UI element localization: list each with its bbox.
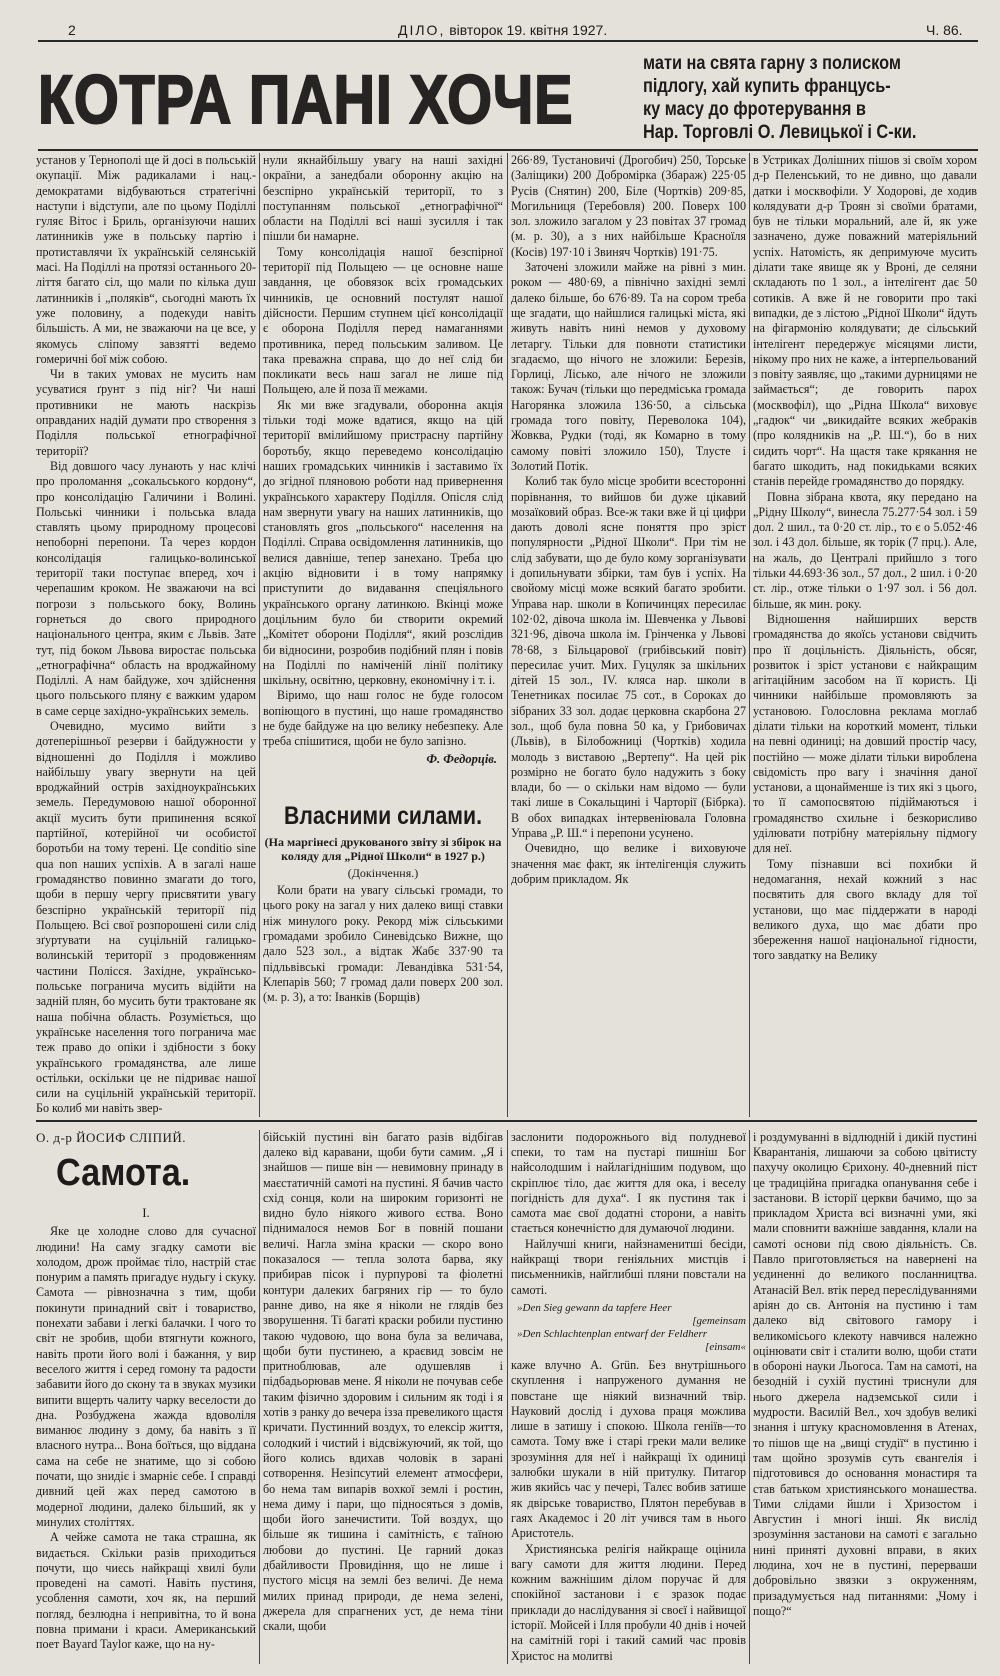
column-divider bbox=[259, 1130, 260, 1664]
column-divider bbox=[749, 153, 750, 1117]
quote-line: [einsam« bbox=[705, 1340, 746, 1353]
paragraph: Тому консолідація нашої безспірної території під Польщею — це основне наше завдання, це обовязок всіх громадських чинників, це основний постулят нашої дійсности. Першим ступнем цієї консолідації є оборона Поділля перед намаганнями противника, перед польським заливом. Це така преважна справа, що до неї слід би покликати весь наш загал не лише під Польщею, але й поза її межами. bbox=[263, 244, 503, 397]
paragraph: Тому пізнавши всі похибки й недомагання, нехай кожний з нас посвятить для свого вкладу для тої установи, що має піддержати в народі великого духа, що має дбати про збереження нашої національної гідности, того завдатку на Велику bbox=[753, 856, 977, 963]
paragraph: Коли брати на увагу сільські громади, то цього року на загал у них далеко вищі ставки ніж минулого року. Рекорд між сільськими громадами зробило Синевідсько Вижне, що дало 523 зол., а відтак Жабє 337·90 та підльвівські громади: Левандівка 531·54, Клепарів 560; 7 громад дали поверх 200 зол. (м. р. 3), а то: Іванків (Борщів) bbox=[263, 883, 503, 1005]
ad-line: мати на свята гарну з полиском bbox=[643, 53, 901, 74]
paragraph: Від довшого часу лунають у нас клічі про проломання „сокальського кордону“, про консолідацію Галичини і Волині. Польські чинники і польська влада ставлять цьому природному процесові непоборні перепони. Та через кордон консолідація галицько-волинської території таки поступає вперед, хоч і черепашим кроком. Не зважаючи на всі погрози з польського боку, Волинь горнеться до свого природного національного центра, яким є Львів. Зате тут, під боком Львова виростає польська „етнографічна“ область на вроджайному Поділлі. А нам байдуже, хоч здійснення цього польського пляну є важким ударом в саме серце західно-українських земель. bbox=[36, 458, 256, 718]
header-rule bbox=[38, 40, 978, 42]
paragraph: 266·89, Тустановичі (Дрогобич) 250, Торське (Заліщики) 200 Добромірка (Збараж) 225·05 Русів (Снятин) 200, Біле (Чортків) 209·85, Могильниця (Теребовля) 200. Поверх 100 зол. зложило загалом у 23 повітах 37 громад (м. р. 30), а з них найбільше Красноїля (Косів) 197·10 і Звиняч Чортків) 191·75. bbox=[511, 153, 746, 259]
page-number: 2 bbox=[68, 22, 76, 38]
paragraph: Відношення найширших верств громадянства до якоїсь установи свідчить про її доцільність. Діяльність, обсяг, розвиток і зріст установи є найкращим агітаційним засобом на її користь. Ці чинники найбільше промовляють за установою. Голословна реклама моглаб ділати тільки на короткий момент, тільки на певні одиниці; на довший простір часу, постійно — може ділати тільки вироблена свідомість про вагу і значіння даної установи, а щонайменше із тих які з цього, то її самопосвятою підіймаються і громадянство схильне і безкорисливо уділювати потрібну матеріяльну підмогу для неї. bbox=[753, 611, 977, 856]
ad-text bbox=[643, 52, 978, 144]
column-divider bbox=[259, 153, 260, 1117]
article-signature: Ф. Федорців. bbox=[426, 751, 497, 766]
bottom-column-4 bbox=[753, 1130, 977, 1664]
top-column-3 bbox=[511, 153, 746, 1117]
paragraph: Яке це холодне слово для сучасної людини! На саму згадку самоти віє холодом, дрож проймає тіло, настрій стає понурим а память пригадує нудьгу і скуку. Самота — рівнозначна з тим, щоби покинути принадний світ і товариство, понехати забави і легкі балачки. І чого то світ не зробив, щоби втягнути кожного, навіть проти його волі і бажання, у вир веселого життя і серед гомону та радости забавити його до скону та в звуках музики випити вщерть чалиту чарку веселости до дна. Розбуджена жажда вдоволіля виманює людину з дому, ба навіть з її власного нутра... Вона боїться, що віддана сама на себе не знатиме, що зі собою почати, що знидіє і змарніє себе. І справді дивний цей жах перед самотою в модерної людини, далеко більший, як у минулих століттях. bbox=[36, 1224, 256, 1529]
ad-headline: КОТРА ПАНІ ХОЧЕ bbox=[38, 62, 574, 139]
paragraph: і роздумуванні в відлюдній і дикій пустині Кварантанія, лишаючи за собою цвітисту пахучу околицю Єрихону. 40-дневний піст це традиційна пригадка опанування себе і застанови. В історії церкви бачимо, що за прикладом Христа всі визначні уми, які мали сповнити важніше завдання, клали на самоті основи під свою діяльність. Св. Павло приготовляється на навернені на уєдиненні до великого посланництва. Атанасій Вел. втік перед переслідуваннями аріян до св. Антонія на пустиню і там далеко від світового гамору і великомісього клекоту навчився належно оцінювати світ і сталити волю, щоби стати в обороні науки Льогоса. Там на самоті, на безодній і сухій пустині триснули для нього джерела надземської сили і мудрости. Василій Вел., хоч здобув великі знання і штуку красномовлення в Атенах, то пішов ще на „вищі студії“ в пустиню і там щойно зрозумів суть євангелія і підготовився до основання монастиря та став батьком християнського монашества. Тими слідами йшли і Хризостом і Августин і многі інші. Як вислід зрозуміння застанови на самоті є загально нині приняті духовні вправи, в яких людина, хоч не в пустині, перерваши добровільно звязки з окруженням, призадумується над питаннями: „Чому і пощо?“ bbox=[753, 1129, 977, 1618]
paragraph: Чи в таких умовах не мусить нам усуватися ґрунт з під ніг? Чи наші противники не мають наскрізь оправданих надій думати про створення з Поділля польської етнографічної території? bbox=[36, 367, 256, 458]
section-rule bbox=[36, 1120, 977, 1122]
column-divider bbox=[507, 153, 508, 1117]
paragraph: Християнська релігія найкраще оцінила вагу самоти для життя людини. Перед кожним важнішим ділом поручає й для спокійної застанови і є зразок подає приклади до наслідування зі своєї і найвищої історії. Мойсей і Ілля пробули 40 днів і ночей на самітній горі і такий самий час провів Христос на молитві bbox=[511, 1541, 746, 1663]
continuation-note: (Докінчення.) bbox=[347, 865, 419, 880]
paragraph: в Устриках Долішних пішов зі своїм хором д-р Пеленський, то не дивно, що давали датки і москвофіли. У Ходорові, де ходив колядувати д-р Троян зі своїми братами, був не тільки моральний, але й, як уже зазначено, дуже поважний матеріяльний успіх. Натомість, як депримуюче мусить ділати таке явище як у Вроні, де селяни складають по 1 зол., а інтелігент дає 50 сотиків. А вже й не говорити про такі випадки, де з лістою „Рідної Школи“ йдуть на фігармонію колядувати; де сільський інтелігент передержує місяцями листи, нікому про них не каже, а інтерпельований з повіту заявляє, що „такими дурницями не займається“; де говорить парох (москвофіл), що „Рідна Школа“ виховує „гадюк“ чи „викидайте всяких жебраків (про колядників на „Р. Ш.“), бо в них сидить чорт“. На щастя таке крякання не багато шкодить, над покидьками всяких станів перейде громадянство до порядку. bbox=[753, 153, 977, 489]
column-divider bbox=[507, 1130, 508, 1664]
paragraph: А чейже самота не така страшна, як видається. Скільки разів приходиться почути, що чиєсь найкращі хвилі були проведені на самоті. Навіть пустиня, усоблення самоти, хоч як, на перший погляд, безлюдна і непривітна, то й вона повна примани і краси. Американський поет Bayard Taylor каже, що на ну- bbox=[36, 1530, 256, 1652]
paragraph: Очевидно, мусимо вийти з дотеперішньої резерви і байдужности у відношенні до Поділля і можливо найбільшу увагу звернути на цей вроджайний острів західноукраїнських земель. Передумовою нашої оборонної акції мусить бути припинення всякої партійної, котерійної чи особистої боротьби на тому терені. Це conditio sine qua non наших успіхів. А в загалі наше громадянство повинно змагати до того, щоби в першу чергу присвятити увагу безспірно українській території під Польщею. Всі свої розпорошені сили слід зґуртувати на суцільній галицько-волинській території з продовженням частини Полісся. Західне, українсько-польське погранича мусить відійти на задній плян, бо мусить бути трактоване як наша побічна область. Розуміється, що українське населення того погранича має теж право до опіки і здібности з боку українського громадянства, але лише остільки, оскільки це не підриває нашої сили на суцільній українській території. Бо колиб ми навіть звер- bbox=[36, 718, 256, 1116]
paragraph: каже влучно A. Grün. Без внутрішнього скуплення і напруженого думання не повстане ще ніякий визначний твір. Науковий дослід і духова праця можлива лише в затишу і спокою. Школа геніїв—то самота. Тому вже і старі греки мали велике зрозуміння для неї і найкращі їх одиниці залюбки шукали в ній притулку. Питагор жив якийсь час у печері, Талєс вобив затише як двірське товариство, Плятон перебував в гаях Академос і 20 літ учився там в нього Аристотель. bbox=[511, 1357, 746, 1541]
column-divider bbox=[749, 1130, 750, 1664]
quotation bbox=[517, 1302, 746, 1354]
article-body bbox=[263, 153, 503, 750]
paragraph: Заточені зложили майже на рівні з мин. роком — 480·69, а північно західні землі далеко більше, бо 676·89. Та на сором треба ще згадати, що найшлися галицькі міста, які живуть навіть нині немов у духовому летаргу. Тільки для повноти статистики згадаємо, що нічого не зложили: Березів, Горлиці, Лісько, але нічого не зложили також: Бучач (тільки що передміська громада Нагорянка зложила 136·50, а сільська громада того повіту, Переволока 104), Жовква, Рудки (тоді, як Комарно в тому самому повіті зложило 150), Тлусте і Золотий Потік. bbox=[511, 260, 746, 473]
paragraph: бійській пустині він багато разів відбігав далеко від каравани, щоби бути самим. „Я і знайшов — пише він — невимовну принаду в маєстатичній самоті на пустині. Я бачив часто схід сонця, коли на широким горизонті не видно було ніякого живого єства. Воно піднималося немов Бог в повній пошани величі. Нагла зміна краски — скоро воно показалося — тепла золота барва, яку прибирав пісок і пурпурові та фіолетні контури далеких багряних гір — то було ранне диво, на яке я ніколи не глядів без зворушення. Ті багаті краски робили пустиню такою чудовою, що вона була за величава, щоби бути пустинею, а краєвид зовсім не притноблював, але одушевляв і підбадьорював мене. Я ніколи не почував себе таким фізично здоровим і сильним як тоді і я хотів з ранку до вечера ізза превеликого щастя кричати. Пустинний воздух, то елексір життя, солодкий і чистий і відсвіжуючий, як той, що його колись вдихав чоловік в зарані сотворення. Незіпсутий елемент атмосфери, бо нема там випарів вохкої землі і ростин, нема диму і пари, що підносяться з домів, щоби його занечистити. Той воздух, що більше як тишина і самітність, є таїною любови до пустині. Це гарний доказ дбайливости Провидіння, що не лише і пустого місця на землі без величі. Де нема милих принад природи, де нема зелені, джерела для спрагнених уст, де нема тіни скали, щоби bbox=[263, 1129, 503, 1634]
quote-line: »Den Schlachtenplan entwarf der Feldherr bbox=[517, 1327, 708, 1340]
article-author: О. д-р ЙОСИФ СЛІПИЙ. bbox=[36, 1129, 187, 1145]
top-section bbox=[36, 153, 977, 1117]
quote-line: [gemeinsam bbox=[692, 1314, 746, 1327]
paragraph: Очевидно, що велике і виховуюче значення має факт, як інтелігенція служить добрим прикладом. Як bbox=[511, 841, 746, 886]
bottom-section bbox=[36, 1130, 977, 1664]
paragraph: Як ми вже згадували, оборонна акція тільки тоді може вдатися, якщо на цій території вмілийшому пристрасну партійну боротьбу, якщо переведемо консолідацію наших громадських чинників і заставимо їх до згідної пляновою роботи над привернення українського характеру Поділля. Опісля слід нам звернути увагу на наших латинників, що становлять gros „польського“ населення на Поділлі. Справа освідомлення латинників, що велися давніше, тепер занехано. Треба цю акцію відновити і в тому напрямку приступити до видавання спеціяльного українського органу латинкою. Вкінці може доцільним було би створити окремий „Комітет оборони Поділля“, який розслідив би відносини, розробив подібний плян і повів на Поділлі по наміченій лінії політику шкільну, освітню, церковну, економічну і т. і. bbox=[263, 397, 503, 688]
newspaper-name: ДІЛО, bbox=[398, 22, 446, 38]
ad-rule bbox=[38, 149, 978, 151]
article-body bbox=[511, 1130, 746, 1298]
top-column-1 bbox=[36, 153, 256, 1117]
paragraph: Найлучші книги, найзнаменитші бесіди, найкращі твори геніяльних мистців і письменників, найглибші пляни повстали на самоті. bbox=[511, 1236, 746, 1297]
top-column-4 bbox=[753, 153, 977, 1117]
ad-line: підлогу, хай купить францусь- bbox=[643, 76, 891, 97]
paragraph: Віримо, що наш голос не буде голосом вопіющого в пустині, що наше громадянство не буде байдуже на цю велику небезпеку. Але треба спішитися, щоби не було запізно. bbox=[263, 688, 503, 749]
ad-line: ку масу до фротерування в bbox=[643, 99, 866, 120]
paragraph: заслонити подорожнього від полудневої спеки, то там на пустарі пишніш Бог найсолодшим і найлагіднішим подувом, що скріплює тіло, дає життя для ока, і веселу погідність для духа“. І як пустиня так і самота має свої додатні сторони, а навіть стається конечністю для думаючої людини. bbox=[511, 1129, 746, 1236]
article-body bbox=[263, 883, 503, 1005]
page-body bbox=[36, 153, 977, 1676]
issue-date: вівторок 19. квітня 1927. bbox=[449, 22, 608, 38]
paragraph: нули якнайбільшу увагу на наші західні окраїни, а занедбали оборонну акцію на безспірно українській території, то з поступанням польської „етнографічної“ области на Поділлі всі наші зусилля і так пішли би намарне. bbox=[263, 153, 503, 244]
paragraph: Колиб так було місце зробити всесторонні порівнання, то вийшов би дуже цікавий мозаїковий образ. Все-ж таки вже й ці цифри дають доволі ясне поняття про зріст популярности „Рідної Школи“. При тім не слід забувати, що де було кому зорганізувати і допильнувати збірки, там був і успіх. На свойому місці може всякий багато зробити. Управа нар. школи в Копичинцях пересилає 102·02, дівоча школа ім. Шевченка у Львові 321·96, дівоча школа ім. Грінченка у Львові 78·68, з Більцарової (грибівський повіт) пересилає учит. Мих. Гуцуляк за шкільних дітей 15 зол., IV. кляса нар. школи в Тенетниках посилає 75 сот., в Сороках до зібраних 33 зол. додає церковна скарбона 27 зол., щоб була повна 50 ка, у Грибовичах (Львів), в Білобожниці (Чортків) ходила молодь з виставою „Вертепу“. На цей рік розмірно не богато було надужить з боку влади, бо — о скільки нам відомо — були такі лише в Сокальщині і Чарторії (Бібрка). В обох випадках інтервеніювала Головна Управа „Р. Ш.“ і перепони усунено. bbox=[511, 474, 746, 841]
article-subtitle: (На маргінесі друкованого звіту зі збірок на коляду для „Рідної Школи“ в 1927 р.) bbox=[264, 834, 502, 863]
masthead bbox=[398, 22, 607, 38]
paragraph: Повна зібрана квота, яку передано на „Рідну Школу“, винесла 75.277·54 зол. і 59 дол. 2 шил., та 0·20 ст. лір., то є о 5.052·46 зол. і 43 дол. більше, як торік (7 прц.). Але, на жаль, до Централі прийшло з того тільки 44.693·36 зол., 57 дол., 2 шил. і 0·20 ст. лір., отже тільки о 1·97 зол. і 56 дол. більше, як мин. року. bbox=[753, 489, 977, 611]
paragraph: установ у Тернополі ще й досі в польській окупації. Між радикалами і нац.-демократами відбуваються стратегічні наступи і відступи, але по цьому Поділлі гуляє Вітос і Бриль, організуючи наших латинників уже в польську партію і протиставлячи їх українській селянській масі. На Поділлі на протязі останнього 20-ліття багато сіл, що мали по кілька душ латинників і „поляків“, сьогодні мають їх уже половину, а подекуди навіть більшість. А ми, не зважаючи на це все, у якомусь сліпому завзятті ведемо гомеричні бої між собою. bbox=[36, 153, 256, 366]
article-body bbox=[511, 1358, 746, 1664]
ad-line: Нар. Торговлі О. Левицької і С-ки. bbox=[643, 122, 917, 143]
bottom-column-3 bbox=[511, 1130, 746, 1664]
quote-line: »Den Sieg gewann da tapfere Heer bbox=[517, 1301, 672, 1314]
article-title: Самота. bbox=[56, 1152, 191, 1194]
top-column-2 bbox=[263, 153, 503, 1117]
article-title: Власними силами. bbox=[284, 801, 482, 830]
article-body bbox=[36, 1224, 256, 1652]
issue-number: Ч. 86. bbox=[926, 22, 963, 38]
bottom-column-2 bbox=[263, 1130, 503, 1664]
section-number: I. bbox=[142, 1205, 150, 1220]
bottom-column-1 bbox=[36, 1130, 256, 1664]
